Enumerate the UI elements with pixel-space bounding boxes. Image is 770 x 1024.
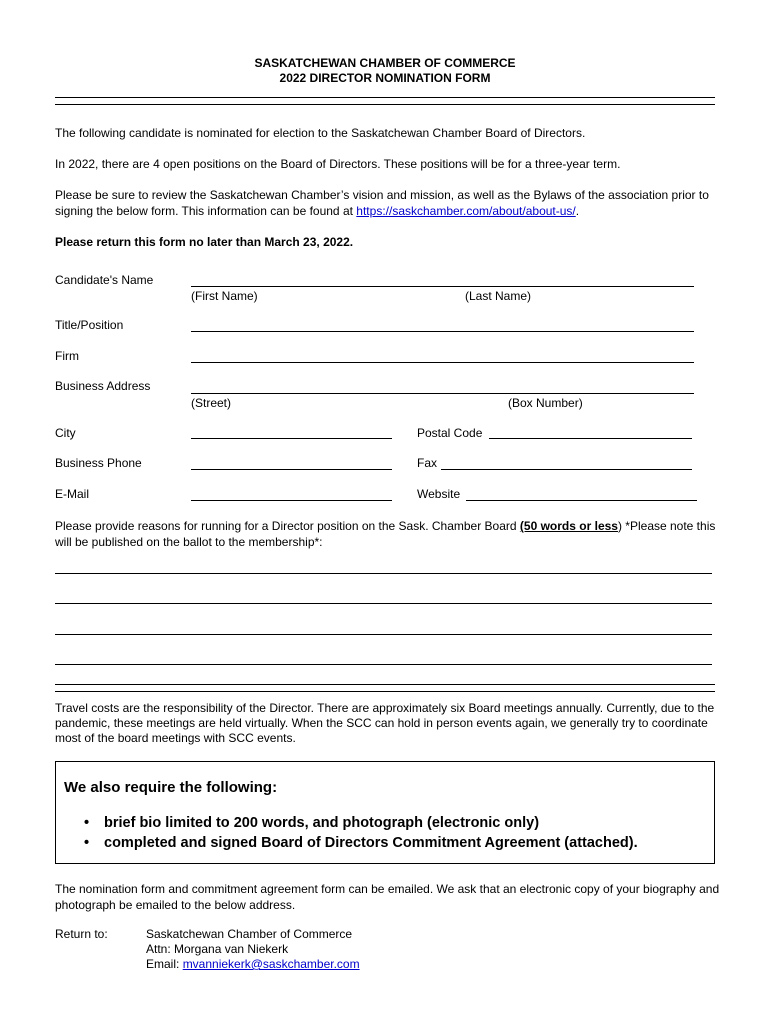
reasons-line-2[interactable] xyxy=(55,603,712,604)
firm-label: Firm xyxy=(55,349,79,363)
business-address-label: Business Address xyxy=(55,379,151,393)
return-attn: Attn: Morgana van Niekerk xyxy=(146,942,289,956)
title-position-line[interactable] xyxy=(191,331,694,332)
list-item xyxy=(84,813,638,833)
postal-code-line[interactable] xyxy=(489,438,692,439)
return-org: Saskatchewan Chamber of Commerce xyxy=(146,927,353,941)
reasons-prompt xyxy=(55,518,720,550)
website-line[interactable] xyxy=(466,500,697,501)
reasons-line-4[interactable] xyxy=(55,664,712,665)
reasons-text-after: ) *Please note this will be published on the ballot to the membership*: xyxy=(55,519,716,549)
website-label: Website xyxy=(417,487,461,501)
return-email-label: Email: xyxy=(146,957,183,971)
first-name-caption: (First Name) xyxy=(191,289,258,303)
requirements-list xyxy=(84,813,638,853)
postal-code-label: Postal Code xyxy=(417,426,483,440)
return-to-label: Return to: xyxy=(55,927,108,941)
title-position-label: Title/Position xyxy=(55,318,124,332)
city-label: City xyxy=(55,426,76,440)
requirements-box xyxy=(55,761,715,864)
candidate-name-line[interactable] xyxy=(191,286,694,287)
intro-paragraph-3 xyxy=(55,187,720,219)
travel-paragraph: Travel costs are the responsibility of the Director. There are approximately six Board meetings annually. Currently, due to the pandemic, these meetings are held virtually. When the SCC can hold in person events again, we generally try to coordinate most of the board meetings with SCC events. xyxy=(55,701,715,745)
bullet-icon: • xyxy=(84,835,90,851)
box-number-caption: (Box Number) xyxy=(508,396,583,410)
firm-line[interactable] xyxy=(191,362,694,363)
divider-bottom xyxy=(55,684,715,692)
email-label: E-Mail xyxy=(55,487,90,501)
reasons-line-1[interactable] xyxy=(55,573,712,574)
form-title: 2022 DIRECTOR NOMINATION FORM xyxy=(279,71,491,85)
deadline-notice: Please return this form no later than March 23, 2022. xyxy=(55,235,354,249)
fax-label: Fax xyxy=(417,456,438,470)
fax-line[interactable] xyxy=(441,469,692,470)
requirement-bio: brief bio limited to 200 words, and photograph (electronic only) xyxy=(104,815,540,831)
return-address xyxy=(146,927,360,972)
reasons-line-3[interactable] xyxy=(55,634,712,635)
requirements-heading: We also require the following: xyxy=(64,779,278,796)
reasons-text-before: Please provide reasons for running for a Director position on the Sask. Chamber Board xyxy=(55,519,520,533)
business-phone-line[interactable] xyxy=(191,469,392,470)
city-line[interactable] xyxy=(191,438,392,439)
email-line[interactable] xyxy=(191,500,392,501)
requirement-agreement: completed and signed Board of Directors Commitment Agreement (attached). xyxy=(104,835,638,851)
intro-paragraph-3-end: . xyxy=(575,204,580,218)
about-us-link[interactable]: https://saskchamber.com/about/about-us/ xyxy=(356,204,576,218)
business-address-line[interactable] xyxy=(191,393,694,394)
intro-paragraph-3-text: Please be sure to review the Saskatchewan Chamber’s vision and mission, as well as the Bylaws of the association prior to signing the below form. This information can be found at xyxy=(55,188,709,218)
org-title: SASKATCHEWAN CHAMBER OF COMMERCE xyxy=(254,56,516,70)
candidate-name-label: Candidate's Name xyxy=(55,273,154,287)
last-name-caption: (Last Name) xyxy=(465,289,532,303)
return-email-link[interactable]: mvanniekerk@saskchamber.com xyxy=(182,957,360,971)
intro-paragraph-1: The following candidate is nominated for election to the Saskatchewan Chamber Board of Directors. xyxy=(55,126,586,140)
bullet-icon: • xyxy=(84,815,90,831)
street-caption: (Street) xyxy=(191,396,232,410)
list-item xyxy=(84,833,638,853)
business-phone-label: Business Phone xyxy=(55,456,142,470)
word-limit-emphasis: (50 words or less xyxy=(519,519,618,533)
intro-paragraph-2: In 2022, there are 4 open positions on the Board of Directors. These positions will be for a three-year term. xyxy=(55,157,621,171)
closing-paragraph: The nomination form and commitment agreement form can be emailed. We ask that an electronic copy of your biography and photograph be emailed to the below address. xyxy=(55,882,720,912)
return-email-row xyxy=(146,957,360,972)
divider-top xyxy=(55,97,715,105)
